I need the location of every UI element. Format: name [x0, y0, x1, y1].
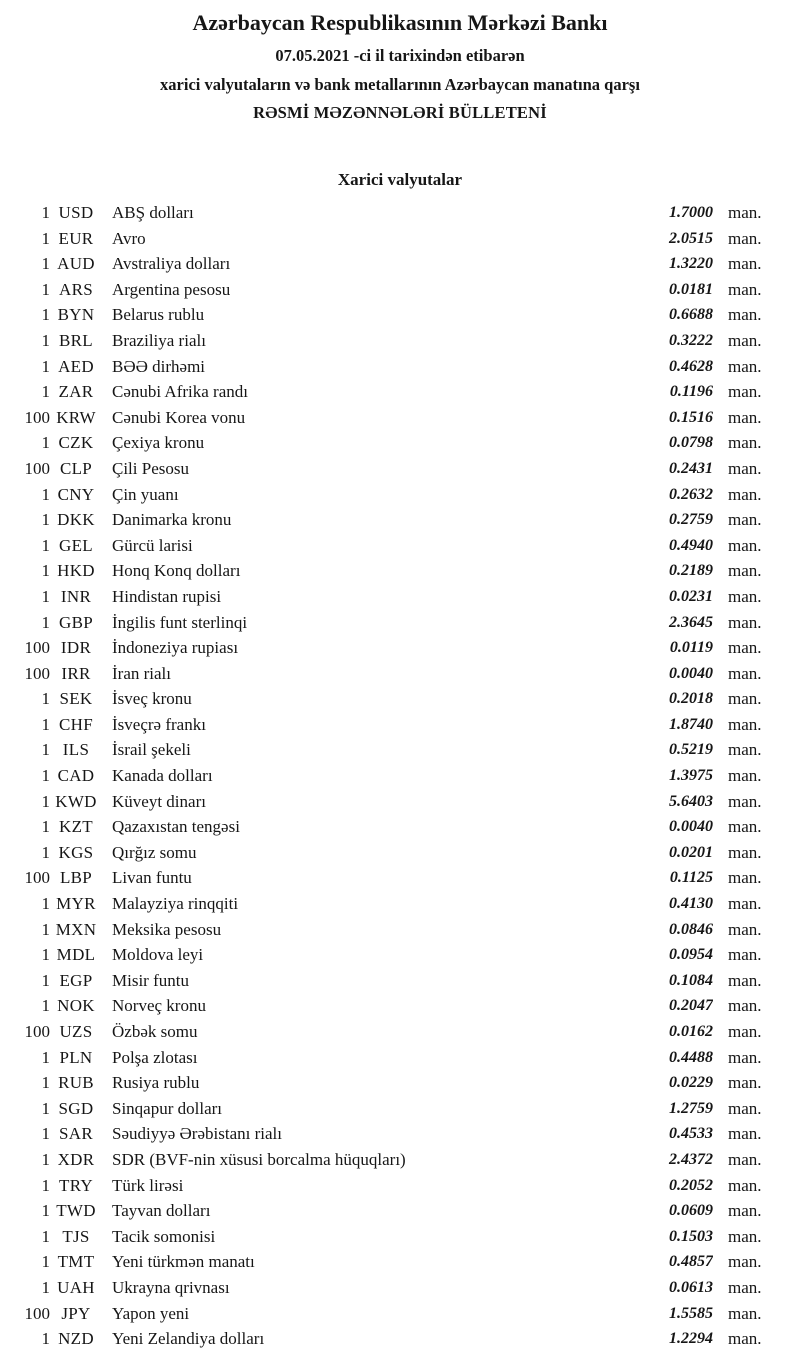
currency-code-cell: CLP [59, 458, 93, 478]
table-row [0, 1249, 800, 1275]
unit-label-cell: man. [728, 663, 762, 683]
currency-code-cell: KGS [58, 842, 94, 862]
quantity-cell: 100 [24, 868, 50, 888]
table-row [0, 482, 800, 508]
table-row [0, 200, 800, 226]
rate-value-cell: 0.1196 [669, 383, 713, 401]
unit-label-cell: man. [728, 714, 762, 734]
rate-value-cell: 0.2047 [669, 997, 713, 1015]
table-row [0, 1096, 800, 1122]
unit-label-cell: man. [728, 407, 762, 427]
rate-value-cell: 0.5219 [669, 741, 713, 759]
unit-label-cell: man. [728, 638, 762, 658]
unit-label-cell: man. [728, 868, 762, 888]
quantity-cell: 1 [41, 791, 50, 811]
rate-value-cell: 0.4488 [669, 1048, 713, 1066]
unit-label-cell: man. [728, 305, 762, 325]
table-row [0, 328, 800, 354]
bulletin-title: RƏSMİ MƏZƏNNƏLƏRİ BÜLLETENİ [253, 103, 547, 122]
quantity-cell: 1 [41, 254, 50, 274]
unit-label-cell: man. [728, 254, 762, 274]
currency-name-cell: Avro [112, 228, 146, 248]
currency-name-cell: İndoneziya rupiası [112, 638, 239, 658]
table-row [0, 1198, 800, 1224]
quantity-cell: 1 [41, 714, 50, 734]
table-row [0, 993, 800, 1019]
currency-code-cell: TWD [56, 1201, 96, 1221]
currency-name-cell: Qırğız somu [112, 842, 197, 862]
currency-name-cell: Cənubi Korea vonu [112, 407, 246, 427]
currency-name-cell: Cənubi Afrika randı [112, 382, 248, 402]
table-row [0, 405, 800, 431]
quantity-cell: 100 [24, 458, 50, 478]
rate-value-cell: 0.2632 [669, 485, 713, 503]
rate-value-cell: 0.1125 [669, 869, 713, 887]
unit-label-cell: man. [728, 1201, 762, 1221]
table-row [0, 507, 800, 533]
quantity-cell: 100 [24, 1303, 50, 1323]
table-row [0, 379, 800, 405]
currency-code-cell: KRW [56, 407, 96, 427]
rates-table [0, 200, 800, 1352]
rate-value-cell: 1.8740 [669, 715, 713, 733]
table-row [0, 533, 800, 559]
currency-name-cell: Tayvan dolları [112, 1201, 211, 1221]
quantity-cell: 1 [41, 1124, 50, 1144]
quantity-cell: 1 [41, 535, 50, 555]
currency-code-cell: TRY [59, 1175, 93, 1195]
currency-name-cell: Livan funtu [112, 868, 192, 888]
currency-name-cell: Honq Konq dolları [112, 561, 241, 581]
bulletin-header [0, 0, 800, 124]
rate-value-cell: 0.2018 [669, 690, 713, 708]
currency-code-cell: GBP [59, 612, 93, 632]
unit-label-cell: man. [728, 330, 762, 350]
currency-name-cell: Malayziya rinqqiti [112, 894, 239, 914]
currency-name-cell: Yeni türkmən manatı [112, 1252, 255, 1272]
unit-label-cell: man. [728, 535, 762, 555]
currency-code-cell: ZAR [58, 382, 94, 402]
quantity-cell: 100 [24, 407, 50, 427]
table-row [0, 789, 800, 815]
rate-value-cell: 0.6688 [669, 306, 713, 324]
currency-name-cell: Norveç kronu [112, 996, 206, 1016]
quantity-cell: 1 [41, 356, 50, 376]
rate-value-cell: 0.0201 [669, 843, 713, 861]
rate-value-cell: 0.4940 [669, 536, 713, 554]
table-row [0, 1326, 800, 1352]
unit-label-cell: man. [728, 996, 762, 1016]
unit-label-cell: man. [728, 1124, 762, 1144]
table-row [0, 277, 800, 303]
table-row [0, 737, 800, 763]
currency-name-cell: SDR (BVF-nin xüsusi borcalma hüquqları) [112, 1149, 406, 1169]
table-row [0, 712, 800, 738]
currency-name-cell: İsveç kronu [112, 689, 192, 709]
rate-value-cell: 0.0229 [669, 1074, 713, 1092]
quantity-cell: 1 [41, 228, 50, 248]
rate-value-cell: 2.4372 [669, 1150, 713, 1168]
currency-code-cell: SEK [59, 689, 93, 709]
table-row [0, 840, 800, 866]
currency-name-cell: Gürcü larisi [112, 535, 193, 555]
rate-value-cell: 0.4628 [669, 357, 713, 375]
rate-value-cell: 1.2294 [669, 1330, 713, 1348]
rate-value-cell: 0.0231 [669, 587, 713, 605]
table-row [0, 1275, 800, 1301]
quantity-cell: 1 [41, 1226, 50, 1246]
currency-code-cell: TJS [62, 1226, 90, 1246]
quantity-cell: 100 [24, 638, 50, 658]
currency-code-cell: LBP [59, 868, 93, 888]
quantity-cell: 1 [41, 1073, 50, 1093]
unit-label-cell: man. [728, 458, 762, 478]
quantity-cell: 1 [41, 945, 50, 965]
currency-name-cell: Polşa zlotası [112, 1047, 198, 1067]
quantity-cell: 1 [41, 433, 50, 453]
unit-label-cell: man. [728, 433, 762, 453]
currency-name-cell: Türk lirəsi [112, 1175, 184, 1195]
currency-name-cell: Belarus rublu [112, 305, 205, 325]
unit-label-cell: man. [728, 1098, 762, 1118]
page-title: Azərbaycan Respublikasının Mərkəzi Bankı [192, 10, 608, 35]
unit-label-cell: man. [728, 842, 762, 862]
rate-value-cell: 1.3975 [669, 767, 713, 785]
table-row [0, 917, 800, 943]
currency-name-cell: Hindistan rupisi [112, 586, 222, 606]
quantity-cell: 1 [41, 279, 50, 299]
rate-value-cell: 1.2759 [669, 1099, 713, 1117]
rate-value-cell: 0.4533 [669, 1125, 713, 1143]
unit-label-cell: man. [728, 484, 762, 504]
currency-code-cell: MYR [56, 894, 96, 914]
currency-code-cell: USD [58, 203, 94, 222]
currency-name-cell: Özbək somu [112, 1022, 198, 1041]
unit-label-cell: man. [728, 1329, 762, 1349]
rate-value-cell: 0.1084 [669, 971, 713, 989]
currency-code-cell: NOK [57, 996, 95, 1016]
currency-name-cell: Çin yuanı [112, 484, 179, 504]
currency-name-cell: Avstraliya dolları [112, 254, 231, 274]
unit-label-cell: man. [728, 1073, 762, 1093]
rate-value-cell: 1.5585 [669, 1304, 713, 1322]
currency-name-cell: Meksika pesosu [112, 919, 222, 939]
table-row [0, 942, 800, 968]
unit-label-cell: man. [728, 894, 762, 914]
section-title-foreign-currencies: Xarici valyutalar [337, 170, 463, 189]
currency-name-cell: Kanada dolları [112, 766, 213, 786]
unit-label-cell: man. [728, 510, 762, 530]
currency-code-cell: EGP [59, 970, 93, 990]
currency-code-cell: ILS [62, 740, 90, 760]
unit-label-cell: man. [728, 740, 762, 760]
quantity-cell: 1 [41, 305, 50, 325]
unit-label-cell: man. [728, 279, 762, 299]
quantity-cell: 1 [41, 1329, 50, 1349]
unit-label-cell: man. [728, 1022, 762, 1041]
currency-name-cell: Rusiya rublu [112, 1073, 200, 1093]
currency-code-cell: MXN [55, 919, 97, 939]
table-row [0, 584, 800, 610]
table-row [0, 635, 800, 661]
quantity-cell: 1 [41, 766, 50, 786]
currency-code-cell: CZK [58, 433, 94, 453]
rate-value-cell: 0.0846 [669, 920, 713, 938]
table-row [0, 968, 800, 994]
unit-label-cell: man. [728, 1047, 762, 1067]
rate-value-cell: 2.0515 [669, 229, 713, 247]
currency-code-cell: CNY [57, 484, 95, 504]
quantity-cell: 1 [41, 1047, 50, 1067]
currency-code-cell: UAH [57, 1277, 95, 1297]
currency-name-cell: Küveyt dinarı [112, 791, 206, 811]
unit-label-cell: man. [728, 612, 762, 632]
currency-code-cell: KWD [55, 791, 97, 811]
unit-label-cell: man. [728, 1175, 762, 1195]
bulletin-date: 07.05.2021 -ci il tarixindən etibarən [275, 46, 525, 65]
table-row [0, 686, 800, 712]
currency-name-cell: Çexiya kronu [112, 433, 205, 453]
unit-label-cell: man. [728, 561, 762, 581]
currency-code-cell: TMT [57, 1252, 95, 1272]
currency-code-cell: CAD [57, 766, 95, 786]
currency-code-cell: SAR [59, 1124, 93, 1144]
currency-name-cell: Səudiyyə Ərəbistanı rialı [112, 1124, 282, 1144]
unit-label-cell: man. [728, 791, 762, 811]
quantity-cell: 1 [41, 330, 50, 350]
table-row [0, 1147, 800, 1173]
quantity-cell: 1 [41, 1252, 50, 1272]
table-row [0, 354, 800, 380]
quantity-cell: 1 [41, 1277, 50, 1297]
quantity-cell: 1 [41, 586, 50, 606]
table-row [0, 1301, 800, 1327]
currency-name-cell: İsveçrə frankı [112, 714, 206, 734]
currency-name-cell: Yapon yeni [112, 1303, 190, 1323]
table-row [0, 610, 800, 636]
rate-value-cell: 0.4857 [669, 1253, 713, 1271]
currency-name-cell: İran rialı [112, 663, 171, 683]
currency-name-cell: Ukrayna qrivnası [112, 1277, 230, 1297]
currency-code-cell: GEL [59, 535, 93, 555]
table-row [0, 891, 800, 917]
quantity-cell: 1 [41, 740, 50, 760]
unit-label-cell: man. [728, 1149, 762, 1169]
unit-label-cell: man. [728, 766, 762, 786]
currency-code-cell: IDR [60, 638, 92, 658]
table-row [0, 226, 800, 252]
table-row [0, 814, 800, 840]
quantity-cell: 100 [24, 1022, 50, 1041]
unit-label-cell: man. [728, 1252, 762, 1272]
table-row [0, 456, 800, 482]
currency-code-cell: AED [58, 356, 94, 376]
table-row [0, 430, 800, 456]
rate-value-cell: 0.3222 [669, 331, 713, 349]
unit-label-cell: man. [728, 228, 762, 248]
table-row [0, 661, 800, 687]
table-row [0, 1019, 800, 1045]
quantity-cell: 1 [41, 561, 50, 581]
currency-code-cell: ARS [59, 279, 93, 299]
quantity-cell: 100 [24, 663, 50, 683]
currency-code-cell: HKD [57, 561, 95, 581]
unit-label-cell: man. [728, 356, 762, 376]
currency-code-cell: BRL [59, 330, 93, 350]
rate-value-cell: 2.3645 [669, 613, 713, 631]
rate-value-cell: 0.1503 [669, 1227, 713, 1245]
table-row [0, 1121, 800, 1147]
quantity-cell: 1 [41, 1201, 50, 1221]
unit-label-cell: man. [728, 1277, 762, 1297]
table-row [0, 1173, 800, 1199]
currency-code-cell: MDL [56, 945, 96, 965]
quantity-cell: 1 [41, 894, 50, 914]
unit-label-cell: man. [728, 689, 762, 709]
currency-code-cell: DKK [57, 510, 95, 530]
quantity-cell: 1 [41, 919, 50, 939]
currency-code-cell: XDR [57, 1149, 95, 1169]
rate-value-cell: 1.7000 [669, 204, 713, 221]
currency-name-cell: Moldova leyi [112, 945, 204, 965]
quantity-cell: 1 [41, 1175, 50, 1195]
quantity-cell: 1 [41, 817, 50, 837]
quantity-cell: 1 [41, 510, 50, 530]
rate-value-cell: 0.4130 [669, 895, 713, 913]
rate-value-cell: 0.0181 [669, 280, 713, 298]
currency-code-cell: RUB [58, 1073, 94, 1093]
quantity-cell: 1 [41, 484, 50, 504]
currency-code-cell: IRR [61, 663, 91, 683]
quantity-cell: 1 [41, 842, 50, 862]
unit-label-cell: man. [728, 382, 762, 402]
unit-label-cell: man. [728, 203, 762, 222]
table-row [0, 865, 800, 891]
quantity-cell: 1 [41, 1098, 50, 1118]
currency-code-cell: CHF [59, 714, 93, 734]
currency-name-cell: Argentina pesosu [112, 279, 231, 299]
unit-label-cell: man. [728, 1303, 762, 1323]
currency-code-cell: INR [60, 586, 92, 606]
quantity-cell: 1 [41, 612, 50, 632]
currency-name-cell: Braziliya rialı [112, 330, 206, 350]
rate-value-cell: 0.0798 [669, 434, 713, 452]
currency-name-cell: ABŞ dolları [112, 203, 194, 222]
unit-label-cell: man. [728, 586, 762, 606]
currency-name-cell: Sinqapur dolları [112, 1098, 223, 1118]
currency-name-cell: Tacik somonisi [112, 1226, 216, 1246]
currency-code-cell: KZT [59, 817, 93, 837]
table-row [0, 763, 800, 789]
quantity-cell: 1 [41, 970, 50, 990]
rate-value-cell: 0.0119 [669, 639, 713, 657]
currency-name-cell: İsrail şekeli [112, 740, 191, 760]
quantity-cell: 1 [41, 203, 50, 222]
currency-name-cell: Misir funtu [112, 970, 189, 990]
quantity-cell: 1 [41, 689, 50, 709]
table-row [0, 1224, 800, 1250]
quantity-cell: 1 [41, 1149, 50, 1169]
rate-value-cell: 0.0162 [669, 1023, 713, 1040]
table-row [0, 558, 800, 584]
currency-name-cell: Yeni Zelandiya dolları [112, 1329, 265, 1349]
currency-name-cell: BƏƏ dirhəmi [112, 356, 206, 376]
rate-value-cell: 5.6403 [669, 792, 713, 810]
currency-code-cell: PLN [59, 1047, 93, 1067]
rate-value-cell: 0.1516 [669, 408, 713, 426]
currency-code-cell: SGD [58, 1098, 94, 1118]
unit-label-cell: man. [728, 1226, 762, 1246]
currency-name-cell: Danimarka kronu [112, 510, 232, 530]
table-row [0, 302, 800, 328]
currency-code-cell: UZS [59, 1022, 93, 1041]
unit-label-cell: man. [728, 817, 762, 837]
table-row [0, 1070, 800, 1096]
rate-value-cell: 0.2431 [669, 459, 713, 477]
currency-code-cell: EUR [58, 228, 94, 248]
table-row [0, 251, 800, 277]
currency-name-cell: İngilis funt sterlinqi [112, 612, 248, 632]
currency-code-cell: NZD [58, 1329, 94, 1349]
quantity-cell: 1 [41, 996, 50, 1016]
currency-code-cell: JPY [61, 1303, 91, 1323]
quantity-cell: 1 [41, 382, 50, 402]
rate-value-cell: 0.0609 [669, 1202, 713, 1220]
rate-value-cell: 0.2052 [669, 1176, 713, 1194]
rate-value-cell: 0.0954 [669, 946, 713, 964]
rate-value-cell: 0.0613 [669, 1278, 713, 1296]
rate-value-cell: 0.2759 [669, 511, 713, 529]
rate-value-cell: 1.3220 [669, 255, 713, 273]
currency-code-cell: BYN [57, 305, 95, 325]
unit-label-cell: man. [728, 919, 762, 939]
rate-value-cell: 0.0040 [669, 818, 713, 836]
rate-value-cell: 0.0040 [669, 664, 713, 682]
unit-label-cell: man. [728, 970, 762, 990]
currency-code-cell: AUD [57, 254, 95, 274]
currency-name-cell: Çili Pesosu [112, 458, 189, 478]
unit-label-cell: man. [728, 945, 762, 965]
rate-value-cell: 0.2189 [669, 562, 713, 580]
currency-name-cell: Qazaxıstan tengəsi [112, 817, 240, 837]
bulletin-scope: xarici valyutaların və bank metallarının Azərbaycan manatına qarşı [160, 75, 640, 94]
table-row [0, 1045, 800, 1071]
